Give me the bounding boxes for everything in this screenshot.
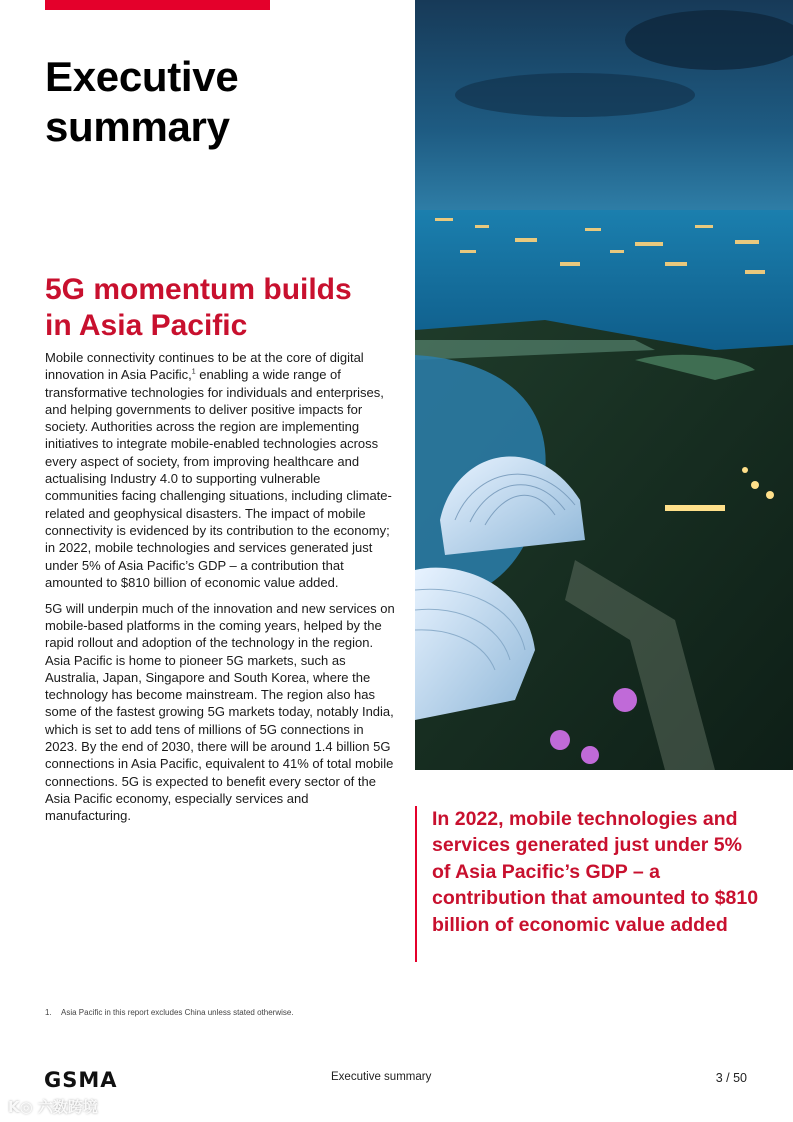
watermark: K◎ 六数跨境 [8,1098,98,1116]
pull-quote [415,806,757,962]
body-paragraph-2: 5G will underpin much of the innovation and new services on mobile-based platforms in the coming years, helped by the rapid rollout and adoption of the technology in the region. Asia Pacific is home to pioneer 5G markets, such as Australia, Japan, Singapore and South Korea, where the technology has become mainstream. The region also has some of the fastest growing 5G markets today, notably India, which is set to add tens of millions of 5G connections in 2023. By the end of 2030, there will be around 1.4 billion 5G connections in Asia Pacific, equivalent to 41% of total mobile connections. 5G is expected to benefit every sector of the Asia Pacific economy, especially services and manufacturing. [45,600,395,824]
footer-section-label: Executive summary [331,1071,432,1083]
top-accent-bar [45,0,270,10]
footnote [45,1008,445,1018]
section-heading: 5G momentum builds in Asia Pacific [45,273,352,342]
footnote-number: 1. [45,1008,52,1017]
body-paragraph-1: Mobile connectivity continues to be at the core of digital innovation in Asia Pacific,$^1$ enabling a wide range of transformative technologies for individuals and enterprises, and helping governments to deliver positive impacts for society. Authorities across the region are implementing initiatives to integrate mobile-enabled technologies across every aspect of society, from improving healthcare and actualising Industry 4.0 to supporting vulnerable communities facing challenging situations, including climate-related and geophysical disasters. The impact of mobile connectivity is evidenced by its contribution to the economy; in 2022, mobile technologies and services generated just under 5% of Asia Pacific’s GDP – a contribution that amounted to $810 billion of economic value added. [45,350,392,590]
gsma-logo: GSMA [44,1068,118,1092]
singapore-night-photo [415,0,793,770]
page-number: 3 / 50 [715,1071,747,1085]
body-copy [45,349,395,833]
footnote-text: Asia Pacific in this report excludes China unless stated otherwise. [61,1008,294,1017]
footnote-reference[interactable]: 1 [191,368,196,376]
pull-quote-text: In 2022, mobile technologies and services generated just under 5% of Asia Pacific’s GDP – a contribution that amounted to $810 billion of economic value added [432,808,759,936]
page-title: Executive summary [45,53,239,150]
